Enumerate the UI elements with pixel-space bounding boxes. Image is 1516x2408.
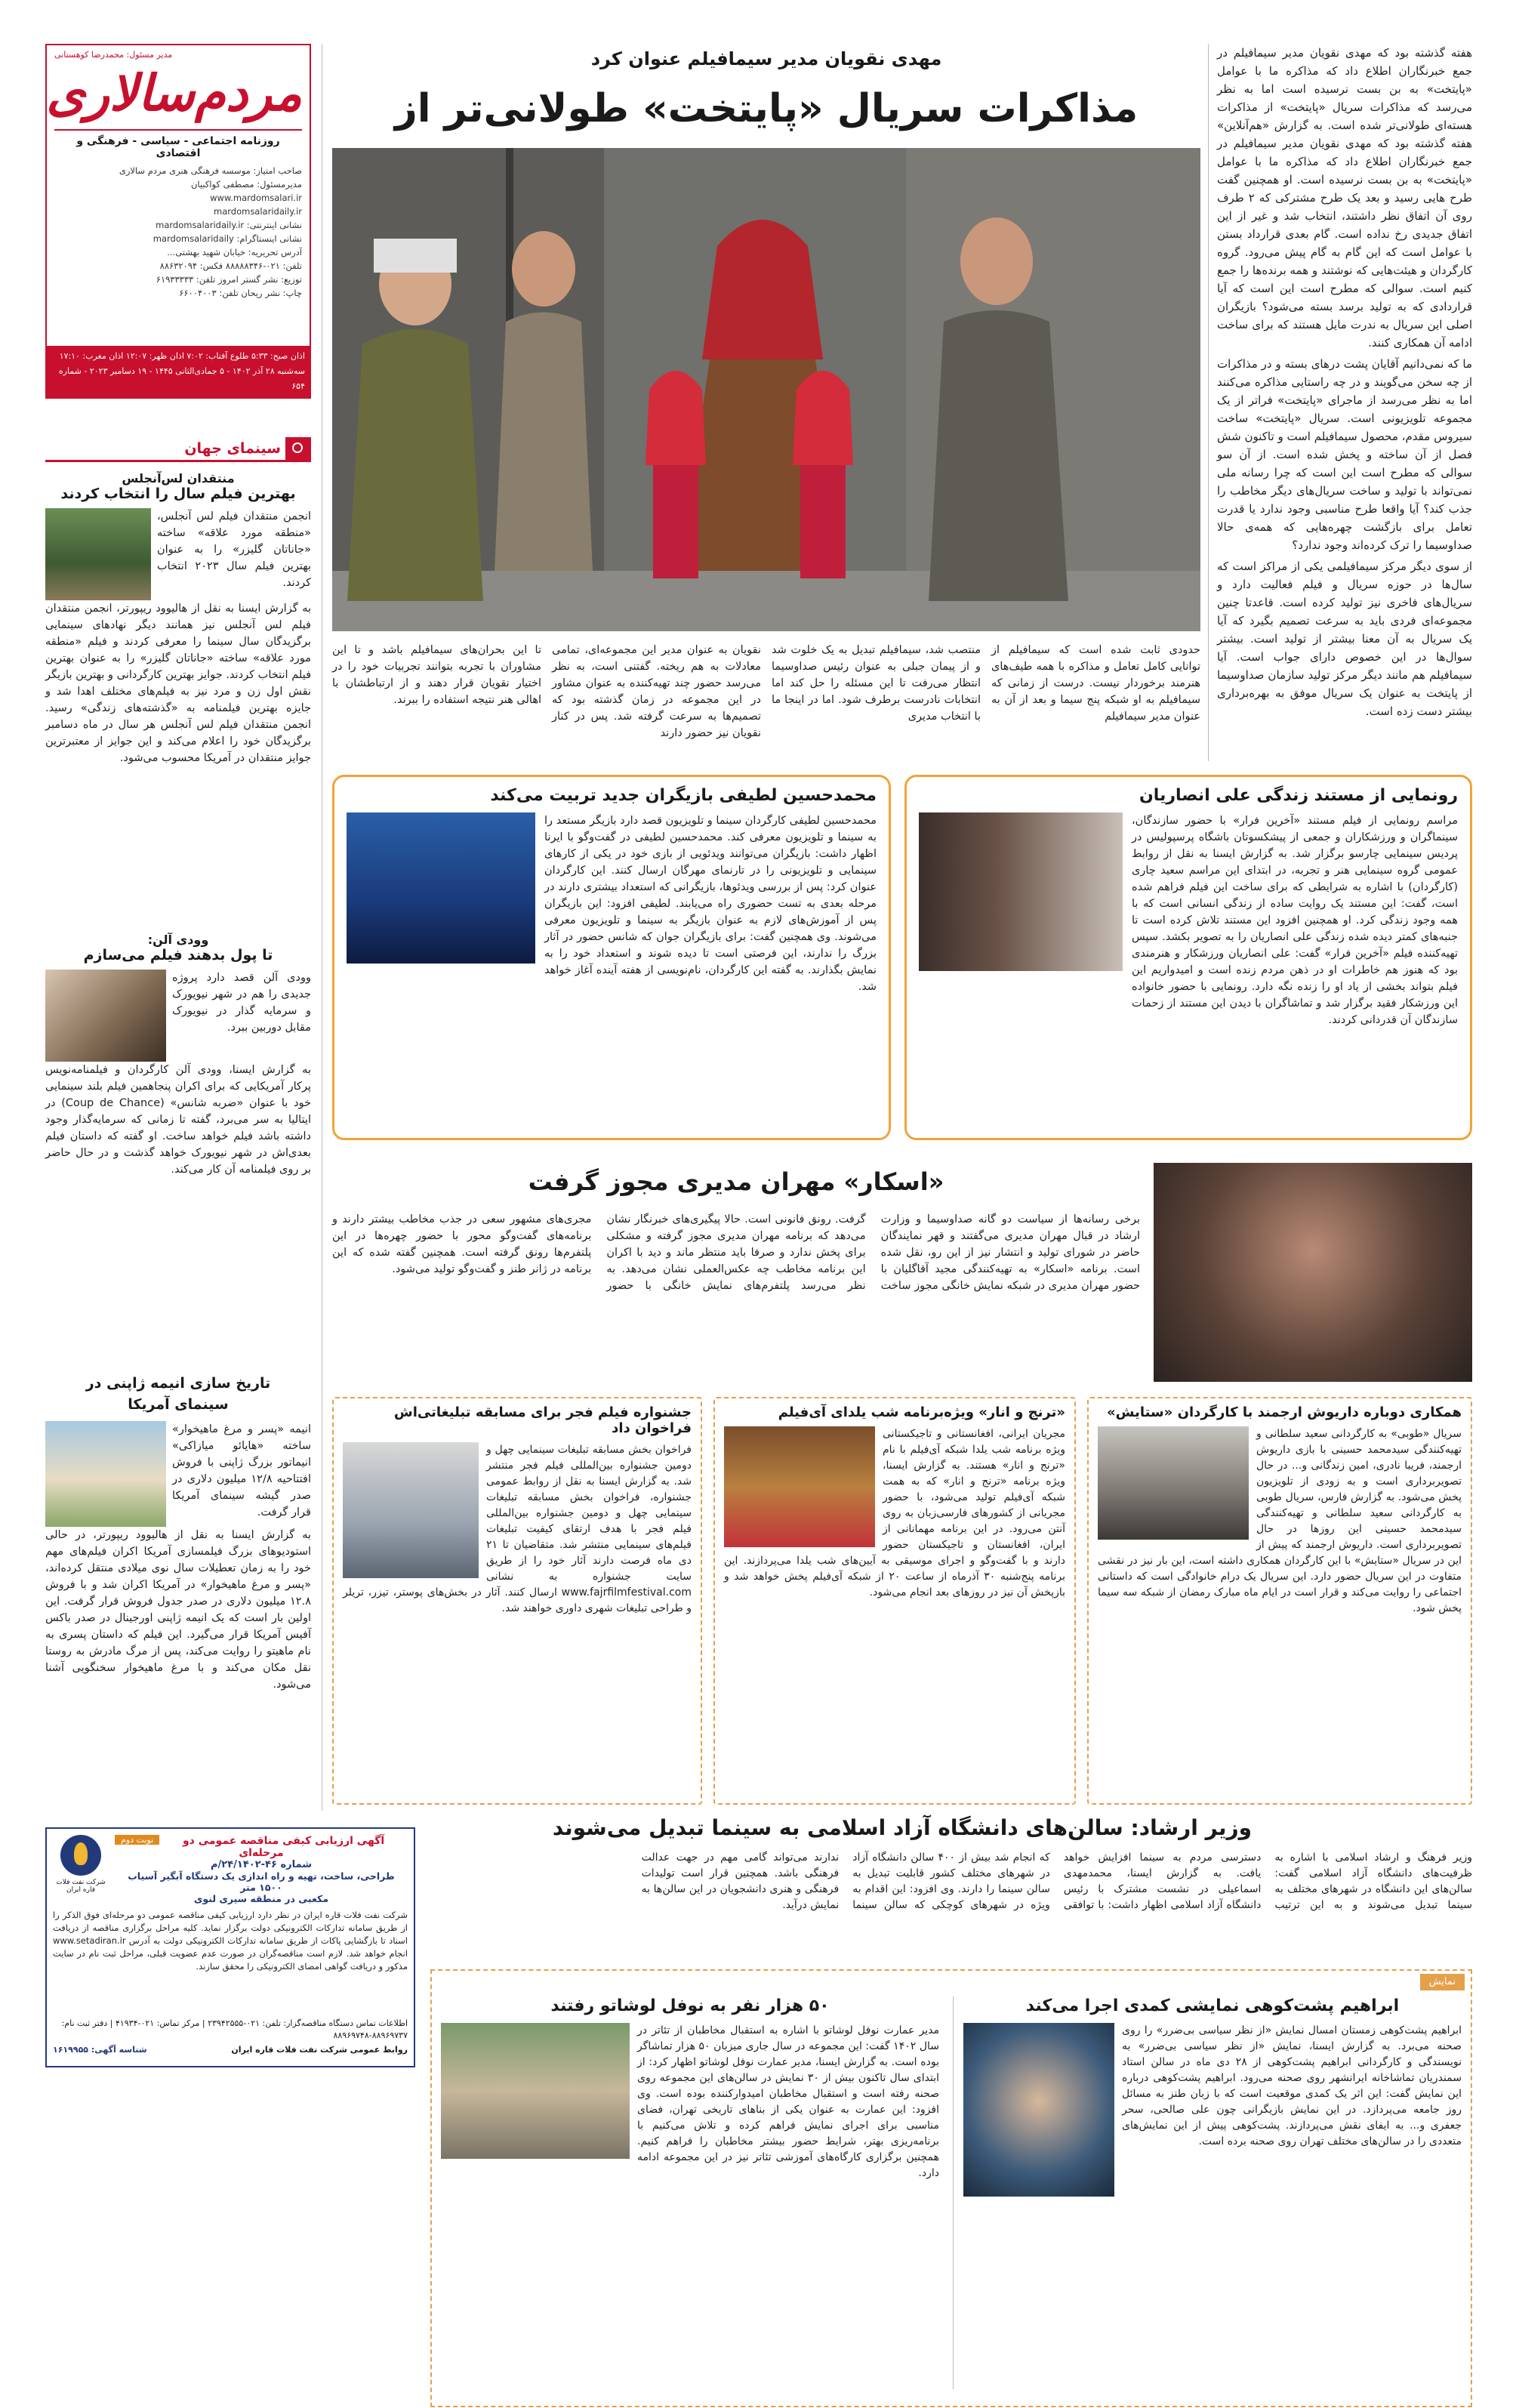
article-body: مدیر عمارت نوفل لوشاتو با اشاره به استقبال مخاطبان از تئاتر در سال ۱۴۰۲ گفت: این مجموعه در سال جاری میزبان ۵۰ هزار تماشاگر بوده است. به گزارش ایسنا، مدیر عمارت نوفل لوشاتو اظهار کرد: از ابتدای سال تاکنون بیش از ۳۰ نمایش در سالن‌های این مجموعه روی صحنه رفته است و استقبال مخاطبان امیدوارکننده بوده است. وی افزود: این عمارت به عنوان یکی از بناهای تاریخی تهران، فضای مناسبی برای اجرای نمایش فراهم کرده و تلاش می‌کنیم با برنامه‌ریزی بهتر، شرایط حضور بیشتر مخاطبان را فراهم کنیم. همچنین برگزاری کارگاه‌های آموزشی تئاتر نیز در این مجموعه ادامه دارد. [637,2024,940,2179]
ad-place: مکعبی در منطقه سیری لنوی [193,1893,329,1904]
lead-text-col: منتصب شد، سیمافیلم تبدیل به یک خلوت شد و از پیمان جبلی به عنوان رئیس صداوسیما انتظار می‌رفت تا این مسئله را حل کند اما انتخابات نادرست برطرف شود. اما در اینجا ما با انتخاب مدیری [772,644,981,723]
cinema-world-section [45,436,311,1811]
ansarian-box [904,775,1472,1140]
masthead-top-line: مدیر مسئول: محمدرضا کوهستانی [54,50,173,60]
fajr-article [332,1397,702,1805]
theater-section [430,1969,1472,2407]
article-body: مجریان ایرانی، افغانستانی و تاجیکستانی ویژه برنامه شب یلدا شبکه آی‌فیلم با نام «ترنج و انار» هستند. به گزارش ایسنا، ویژه برنامه «ترنج و انار» که به همت شبکه آی‌فیلم تولید می‌شود، با حضور مجریانی از کشورهای فارسی‌زبان به روی آنتن می‌رود. در این برنامه مهمانانی از ایران، افغانستان و تاجیکستان حضور دارند و با گفت‌وگو و اجرای موسیقی به آیین‌های شب یلدا می‌پردازند. این برنامه پنج‌شنبه ۳۰ آذرماه از ساعت ۲۰ از شبکه آی‌فیلم پخش خواهد شد و بازپخش آن نیز در روزهای بعد انجام می‌شود. [724,1428,1065,1599]
newspaper-logo[interactable]: مردم‌سالاری [46,64,302,122]
woody-allen-photo [45,970,166,1062]
lead-paragraph: هفته گذشته بود که مهدی نقویان مدیر سیمافیلم در جمع خبرنگاران اطلاع داد که مذاکره ما با عوامل «پایتخت» به بن بست نرسیده است اما به نظر می‌رسد که مذاکرات سریال «پایتخت» از مذاکرات هسته‌ای طولانی‌تر شده است. به گزارش «هم‌آنلاین» هفته گذشته بود که مهدی نقویان مدیر سیمافیلم در جمع خبرنگاران اطلاع داد که مذاکره ما با عوامل «پایتخت» به بن بست نرسیده است. او همچنین گفت طرح هایی رسید و بعد یک طرح مشترکی که ۲ طرف روی آن اتفاق نظر داشتند، انتخاب شد و غیر از این اتفاق جدیدی رخ نداده است. گام بعدی قرارداد بستن با عوامل است که این گام به گام پیش می‌رود. گروه کارگردان و هیئت‌هایی که نوشتند و همه برنده‌ها را جمع کنیم است. سوالی که مطرح است این است که آیا قراردادی که به تولید برسد بسته می‌شود؟ بازیگران اصلی این سریال به ندرت مایل هستند که برای ساخت ادامه آن همکاری کنند. [1217,46,1472,350]
film-icon [285,437,311,460]
irshad-body: وزیر فرهنگ و ارشاد اسلامی با اشاره به ظرفیت‌های دانشگاه آزاد اسلامی گفت: سالن‌های این دانشگاه در شهرهای مختلف به سینما تبدیل می‌شوند و به این ترتیب دسترسی مردم به سینما افزایش خواهد یافت. به گزارش ایسنا، محمدمهدی اسماعیلی در نشست مشترک با رئیس دانشگاه آزاد اسلامی اظهار داشت: با توافقی که انجام شد بیش از ۴۰۰ سالن دانشگاه آزاد در شهرهای مختلف کشور قابلیت تبدیل به سالن سینما را دارند. وی افزود: این اقدام به ویژه در شهرهای کوچکی که سالن سینما ندارند می‌تواند گامی مهم در جهت عدالت فرهنگی باشد. همچنین قرار است تولیدات فرهنگی و هنری دانشجویان در این سالن‌ها به نمایش درآید. [641,1851,1472,1911]
ansarian-photo [919,812,1123,971]
tender-ad [45,1827,415,2067]
article-title: ابراهیم پشت‌کوهی نمایشی کمدی اجرا می‌کند [1025,1996,1400,2015]
yalda-photo [724,1426,875,1547]
lead-text-col: نقویان به عنوان مدیر این مجموعه‌ای، تمامی معادلات به هم ریخته. گفتنی است، به نظر می‌رسد حضور چند تهیه‌کننده به عنوان مشاور در این مجموعه در زمان گذشته بود که تصمیم‌ها به سرعت گرفته شد. پس در کنار نقویان نیز حضور دارند [552,644,761,739]
ad-subject: طراحی، ساخت، تهیه و راه اندازی یک دستگاه آبگیر آسیاب ۱۵۰۰ متر [128,1870,395,1893]
article-body: به گزارش ایسنا به نقل از هالیوود ریپورتر، انجمن منتقدان فیلم لس آنجلس نیز همانند دیگر نهادهای سینمایی برگزیدگان سال سینما را معرفی کردند و فیلم «منطقه مورد علاقه» ساخته «جاناتان گلیزر» را به عنوان بهترین فیلم انتخاب کردند. جوایز بهترین کارگردانی و بهترین بازیگر نقش اول زن و مرد نیز به فیلم‌های مختلف اهدا شد و جایزه بهترین فیلمنامه به «گذشته‌های زندگی» رسید. انجمن منتقدان فیلم لس آنجلس هر سال در ماه دسامبر برگزیدگان خود را اعلام می‌کند و این جوایز از معتبرترین جوایز منتقدان در آمریکا محسوب می‌شود. [45,603,311,764]
box-body: محمدحسین لطیفی کارگردان سینما و تلویزیون قصد دارد بازیگر مستعد را به سینما و تلویزیون معرفی کند. محمدحسین لطیفی در گفت‌وگو با ایرنا اظهار داشت: بازیگران می‌توانند ویدئویی از بازی خود در یکی از کارهای سینمایی و تلویزیونی را در تارنمای مهرگان ارسال کنند. این کارگردان عنوان کرد: پس از بررسی ویدئوها، بازیگرانی که استعداد بیشتری دارند در مرحله بعدی به تست حضوری راه می‌یابند. لطیفی افزود: این بازیگران پس از آموزش‌های لازم به عنوان بازیگر به سینما و تلویزیون معرفی می‌شوند. وی همچنین گفت: برای بازیگران جوان که شانس حضور در آثار بزرگ را ندارند، این فرصتی است تا دیده شوند و استعداد خود را به نمایش بگذارند. به گفته این کارگردان، نام‌نویسی از هفته آینده آغاز خواهد شد. [544,815,877,993]
anime-poster [45,1421,166,1527]
tooba-article [1087,1397,1472,1805]
lead-paragraph: از سوی دیگر مرکز سیمافیلمی یکی از مراکز است که سال‌ها در حوزه سریال و فیلم فعالیت دارد و سریال‌های فاخری نیز تولید کرده است. قاعدتا چنین مجموعه‌ای فردی باید به سرعت تصمیم بگیرد که آیا یک سریال به آن معنا بیشتر از تولید است. بیشتر سوال‌ها در این خصوص دارای جواب است. آیا سیمافیلم هم مانند دیگر مرکز تولید سازمان صداوسیما از پایتخت به عنوان یک سریال موفق به بهره‌برداری بیشتر دست زده است. [1217,560,1472,718]
article-title: بهترین فیلم سال را انتخاب کردند [60,486,296,502]
article-title: تا پول بدهند فیلم می‌سازم [83,947,273,964]
lead-text-row [332,642,1200,755]
ad-number: شماره ۴۶-۲۴/۱۴۰۲/م [211,1859,312,1870]
cast-illustration [332,148,1200,631]
article-title: همکاری دوباره داریوش ارجمند با کارگردان «ستایش» [1107,1404,1462,1420]
article-title: تاریخ سازی انیمه ژاپنی در سینمای آمریکا [85,1375,271,1413]
info-line[interactable]: mardomsalaridaily.ir [214,206,302,217]
article-body: به گزارش ایسنا، وودی آلن کارگردان و فیلمنامه‌نویس پرکار آمریکایی که برای اکران پنجاهمین فیلم بلند سینمایی خود با عنوان «ضربه شانس» (Coup de Chance) در ایتالیا به سر می‌برد، گفته تا زمانی که سرمایه‌گذار وجود داشته باشد فیلم خواهد ساخت. او گفته که داستان فیلم بعدی‌اش در شهر نیویورک خواهد گذشت و در حال حاضر بر روی فیلمنامه آن کار می‌کند. [45,1064,311,1176]
lead-headline: مذاکرات سریال «پایتخت» طولانی‌تر از [394,86,1139,131]
noufle-article [441,1996,939,2397]
noufle-lechateau-photo [441,2023,630,2159]
article-body: به گزارش ایسنا به نقل از هالیوود ریپورتر، در حالی استودیوهای بزرگ فیلمسازی آمریکا اکران فیلم‌های مهم خود را به زمان تعطیلات سال نوی میلادی منتقل کرده‌اند، «پسر و مرغ ماهیخوار» در آمریکا اکران شد و با فروش ۱۲.۸ میلیون دلاری در صدر جدول فروش قرار گرفت. این اولین بار است که یک انیمه ژاپنی اورجینال در صدر باکس آفیس آمریکا قرار می‌گیرد. این فیلم که داستان پسری به نام ماهیتو را روایت می‌کند، پس از مرگ مادرش به روستا نقل مکان می‌کند و با مرغ ماهیخوار سخنگویی آشنا می‌شود. [45,1529,311,1691]
info-line: چاپ: نشر ریحان تلفن: ۶۶۰۰۴۰۰۳ [179,288,302,298]
ad-contacts: اطلاعات تماس دستگاه مناقصه‌گزار: تلفن: ۰۲۱-۲۳۹۴۲۵۵۵ | مرکز تماس: ۰۲۱-۴۱۹۳۴ | دفتر ثبت نام: ۸۸۹۶۹۷۳۷-۸۸۹۶۹۷۴۸ [61,2018,408,2040]
info-line[interactable]: www.mardomsalari.ir [210,193,302,203]
info-line: صاحب امتیاز: موسسه فرهنگی هنری مردم سالاری [119,165,302,176]
section-label: سینمای جهان [184,439,281,457]
box-title: محمدحسین لطیفی بازیگران جدید تربیت می‌کند [490,786,877,805]
masthead-date-bar [47,346,310,397]
article-body: فراخوان بخش مسابقه تبلیغات سینمایی چهل و دومین جشنواره بین‌المللی فیلم فجر منتشر شد. به گزارش ایسنا به نقل از روابط عمومی جشنواره، فراخوان بخش مسابقه تبلیغات سینمایی چهل و دومین جشنواره بین‌المللی فیلم فجر با هدف ارتقای کیفیت تبلیغات فیلم‌های سینمایی منتشر شد. متقاضیان تا ۲۱ دی ماه فرصت دارند آثار خود را از طریق سایت جشنواره به نشانی www.fajrfilmfestival.com ارسال کنند. آثار در بخش‌های پوستر، تیزر، تریلر و طراحی تبلیغات شهری داوری خواهند شد. [343,1444,692,1614]
masthead-tagline: روزنامه اجتماعی - سیاسی - فرهنگی و اقتصادی [76,135,280,159]
lead-right-column [1217,44,1472,718]
iflm-article [713,1397,1076,1805]
article-kicker: وودی آلن: [147,933,209,947]
box-body: مراسم رونمایی از فیلم مستند «آخرین فرار» با حضور سازندگان، سینماگران و ورزشکاران و جمعی از پیشکسوتان باشگاه پرسپولیس در پردیس سینمایی چارسو برگزار شد. به گزارش ایسنا به نقل از روابط عمومی گروه سینمایی هنر و تجربه، در ابتدای این مراسم سعید چاری (کارگردان) با اشاره به شرایطی که برای ساخت این فیلم فراهم شده است، گفت: این مستند یک روایت ساده از زندگی انسانی است که با همه وجود زندگی کرد. او همچنین افزود این مستند تلاش کرده است تا جنبه‌های کمتر دیده شده زندگی علی انصاریان را به تصویر بکشد. سپس تهیه‌کننده فیلم «آخرین فرار» گفت: علی انصاریان ورزشکار و هنرمندی بود که هنوز هم خاطرات او در ذهن مردم زنده است و امیدواریم این فیلم بتواند بخشی از یاد او را زنده نگه دارد. رونمایی با حضور خانواده این ورزشکار فقید برگزار شد و تماشاگران با دیدن این مستند از زحمات سازندگان آن قدردانی کردند. [1132,815,1458,1026]
issue-date: سه‌شنبه ۲۸ آذر ۱۴۰۲ - ۵ جمادی‌الثانی ۱۴۴۵ - ۱۹ دسامبر ۲۰۲۳ - شماره ۶۵۴ [58,366,305,391]
article-lead: انجمن منتقدان فیلم لس آنجلس، «منطقه مورد علاقه» ساخته «جاناتان گلیزر» را به عنوان بهترین فیلم سال ۲۰۲۳ انتخاب کردند. [157,510,311,589]
info-line: نشانی اینترنتی: mardomsalaridaily.ir [156,220,302,230]
ad-badge: نوبت دوم [115,1835,159,1845]
lead-text-col: حدودی ثابت شده است که سیمافیلم از توانایی کامل تعامل و مذاکره با همه طیف‌های هنرمند برخوردار نیست. درست از زمانی که سیمافیلم به او شبکه پنج سیما و بعد از آن به عنوان مدیر سیمافیلم [991,644,1200,723]
masthead-info [54,164,302,300]
box-title: رونمایی از مستند زندگی علی انصاریان [1139,786,1458,805]
info-line: آدرس تحریریه: خیابان شهید بهشتی... [167,247,302,257]
info-line: مدیرمسئول: مصطفی کواکبیان [190,179,302,190]
article-title: ۵۰ هزار نفر به نوفل لوشاتو رفتند [550,1996,830,2015]
latifi-box [332,775,891,1140]
latifi-photo [347,812,535,964]
article-title: جشنواره فیلم فجر برای مسابقه تبلیغاتی‌اش فراخوان داد [393,1404,692,1436]
ad-shenase: شناسه آگهی: ۱۶۱۹۹۵۵ [53,2045,147,2055]
section-label: نمایش [1420,1974,1465,1990]
oscar-body: برخی رسانه‌ها از سیاست دو گانه صداوسیما و وزارت ارشاد در قبال مهران مدیری می‌گفتند و قهر نمایندگان حاضر در شورای تولید و انتشار نیز از این رو، نقل شده است. برنامه «اسکار» به تهیه‌کنندگی مجید آقاگلیان با حضور مهران مدیری در شبکه نمایش خانگی مجوز ساخت گرفت. رونق فانونی است. حالا پیگیری‌های خبرنگار نشان می‌دهد که برنامه مهران مدیری مجوز گرفته و مشکلی برای پخش ندارد و صرفا باید منتظر ماند و دید با اکران این برنامه مخاطب چه عکس‌العملی نشان می‌دهد. به نظر می‌رسد پلتفرم‌های نمایش خانگی با حضور مجری‌های مشهور سعی در جذب مخاطب بیشتر دارند و برنامه‌های گفت‌وگو محور با حضور چهره‌ها در این پلتفرم‌ها رونق گرفته است. همچنین گفته شده که این برنامه در ژانر طنز و گفت‌وگو تولید می‌شود. [332,1213,1140,1292]
fajr-trophy-photo [343,1442,479,1578]
irshad-title: وزیر ارشاد: سالن‌های دانشگاه آزاد اسلامی به سینما تبدیل می‌شوند [552,1815,1253,1840]
ad-footer: روابط عمومی شرکت نفت فلات قاره ایران [231,2045,408,2055]
lead-text-col: تا این بحران‌های سیمافیلم باشد و تا این مشاوران با تجربه بتوانند تجربیات خود را در اختیار نقویان قرار دهند و از ارتباطشان با اهالی هنر نتیجه استفاده را ببرند. [332,644,541,706]
lead-paragraph: ما که نمی‌دانیم آقایان پشت درهای بسته و در مذاکرات از چه سخن می‌گویند و در چه راستایی مذاکره می‌کنند اما به نظر می‌رسد از ماجرای «پایتخت» فراتر از یک مجموعه تلویزیونی است. سریال «پایتخت» ساخت سیروس مقدم، محصول سیمافیلم است و تاکنون شش فصل از آن ساخته و پخش شده است. از آن سو سوالی که مطرح است این است که چرا رسانه ملی نمی‌تواند با تولید و ساخت سریال‌های دیگر مخاطب را جذب کند؟ آیا واقعا طرح مناسبی وجود ندارد یا قدرت تعامل برای بازگشت چهره‌هایی که همه‌ی حالا صداوسیما را ترک کرده‌اند وجود ندارد؟ [1217,357,1472,552]
article-title: «ترنج و انار» ویژه‌برنامه شب یلدای آی‌فیلم [778,1404,1065,1420]
pashtkoohi-photo [963,2023,1114,2197]
arjmand-photo [1098,1426,1249,1540]
prayer-times: اذان صبح: ۵:۳۳ طلوع آفتاب: ۷:۰۲ اذان ظهر: ۱۲:۰۷ اذان مغرب: ۱۷:۱۰ [59,351,305,361]
article-lead: انیمه «پسر و مرغ ماهیخوار» ساخته «هایائو میازاکی» انیماتور بزرگ ژاپنی با فروش افتتاحیه ۱۲/۸ میلیون دلاری در صدر گیشه سینمای آمریکا قرار گرفت. [172,1423,311,1518]
ad-title: آگهی ارزیابی کیفی مناقصه عمومی دو مرحله‌ای [182,1835,385,1859]
article-body: سریال «طوبی» به کارگردانی سعید سلطانی و تهیه‌کنندگی سیدمحمد حسینی با بازی داریوش ارجمند، فریبا نادری، امین زندگانی و... در حال تصویربرداری است و به زودی از تلویزیون پخش می‌شود. به گزارش فارس، سریال طوبی به کارگردانی سعید سلطانی و تهیه‌کنندگی سیدمحمد حسینی این روزها در حال تصویربرداری است. داریوش ارجمند که پیش از این در سریال «ستایش» با این کارگردان همکاری داشته است، این بار نیز در نقشی متفاوت در این سریال حضور دارد. این سریال یک درام خانوادگی است که داستانی اجتماعی را روایت می‌کند و قرار است در ایام ماه مبارک رمضان از شبکه سه سیما پخش شود. [1098,1428,1462,1614]
article-body: ابراهیم پشت‌کوهی زمستان امسال نمایش «از نظر سیاسی بی‌ضرر» را روی صحنه می‌برد. به گزارش ایسنا، نمایش «از نظر سیاسی بی‌ضرر» به نویسندگی و کارگردانی ابراهیم پشت‌کوهی از ۲۸ دی ماه در سالن استاد سمندریان تماشاخانه ایرانشهر روی صحنه می‌رود. ابراهیم پشت‌کوهی درباره این نمایش گفت: این اثر یک کمدی موقعیت است که با زبان طنز به مسائل روز جامعه می‌پردازد. در این نمایش بازیگرانی چون علی صالحی، سحر جعفری و... به ایفای نقش می‌پردازند. پشت‌کوهی پیش از این نمایش‌های متعددی را در سالن‌های مختلف تهران روی صحنه برده است. [1122,2024,1462,2147]
info-line: تلفن: ۰۲۱-۸۸۸۸۸۳۴۶ فکس: ۸۸۶۳۲۰۹۴ [159,261,302,271]
info-line: نشانی اینستاگرام: mardomsalaridaily [153,233,302,244]
column-divider [1208,44,1209,761]
masthead [45,44,311,399]
ad-body: شرکت نفت فلات قاره ایران در نظر دارد ارزیابی کیفی مناقصه عمومی دو مرحله‌ای فوق الذکر را از طریق سامانه تدارکات الکترونیکی دولت برگزار نماید. کلیه مراحل برگزاری مناقصه از دریافت اسناد تا بازگشایی پاکات از طریق سامانه تدارکات الکترونیکی دولت به آدرس www.setadiran.ir انجام خواهد شد. لازم است مناقصه‌گران در صورت عدم عضویت قبلی، مراحل ثبت نام در سایت مذکور و دریافت گواهی امضای الکترونیکی را محقق سازند. [53,1910,408,1972]
article-kicker: منتقدان لس‌آنجلس [122,471,235,486]
oscar-title: «اسکار» مهران مدیری مجوز گرفت [528,1167,944,1196]
column-divider [953,1996,954,2389]
paytakht-cast-photo [332,148,1200,631]
section-label-bar [45,436,311,462]
article-lead: وودی آلن قصد دارد پروژه جدیدی را هم در شهر نیویورک و سرمایه گذار در نیویورک مقابل دوربین ببرد. [172,972,311,1034]
info-line: توزیع: نشر گستر امروز تلفن: ۶۱۹۳۳۳۳۳ [156,274,302,285]
gardener-photo [45,508,151,600]
pashtkoohi-article [963,1996,1462,2397]
nioc-logo [53,1835,109,1904]
ad-org: شرکت نفت فلات قاره ایران [56,1879,106,1894]
mehran-modiri-photo [1154,1163,1472,1382]
lead-kicker: مهدی نقویان مدیر سیمافیلم عنوان کرد [590,48,942,69]
